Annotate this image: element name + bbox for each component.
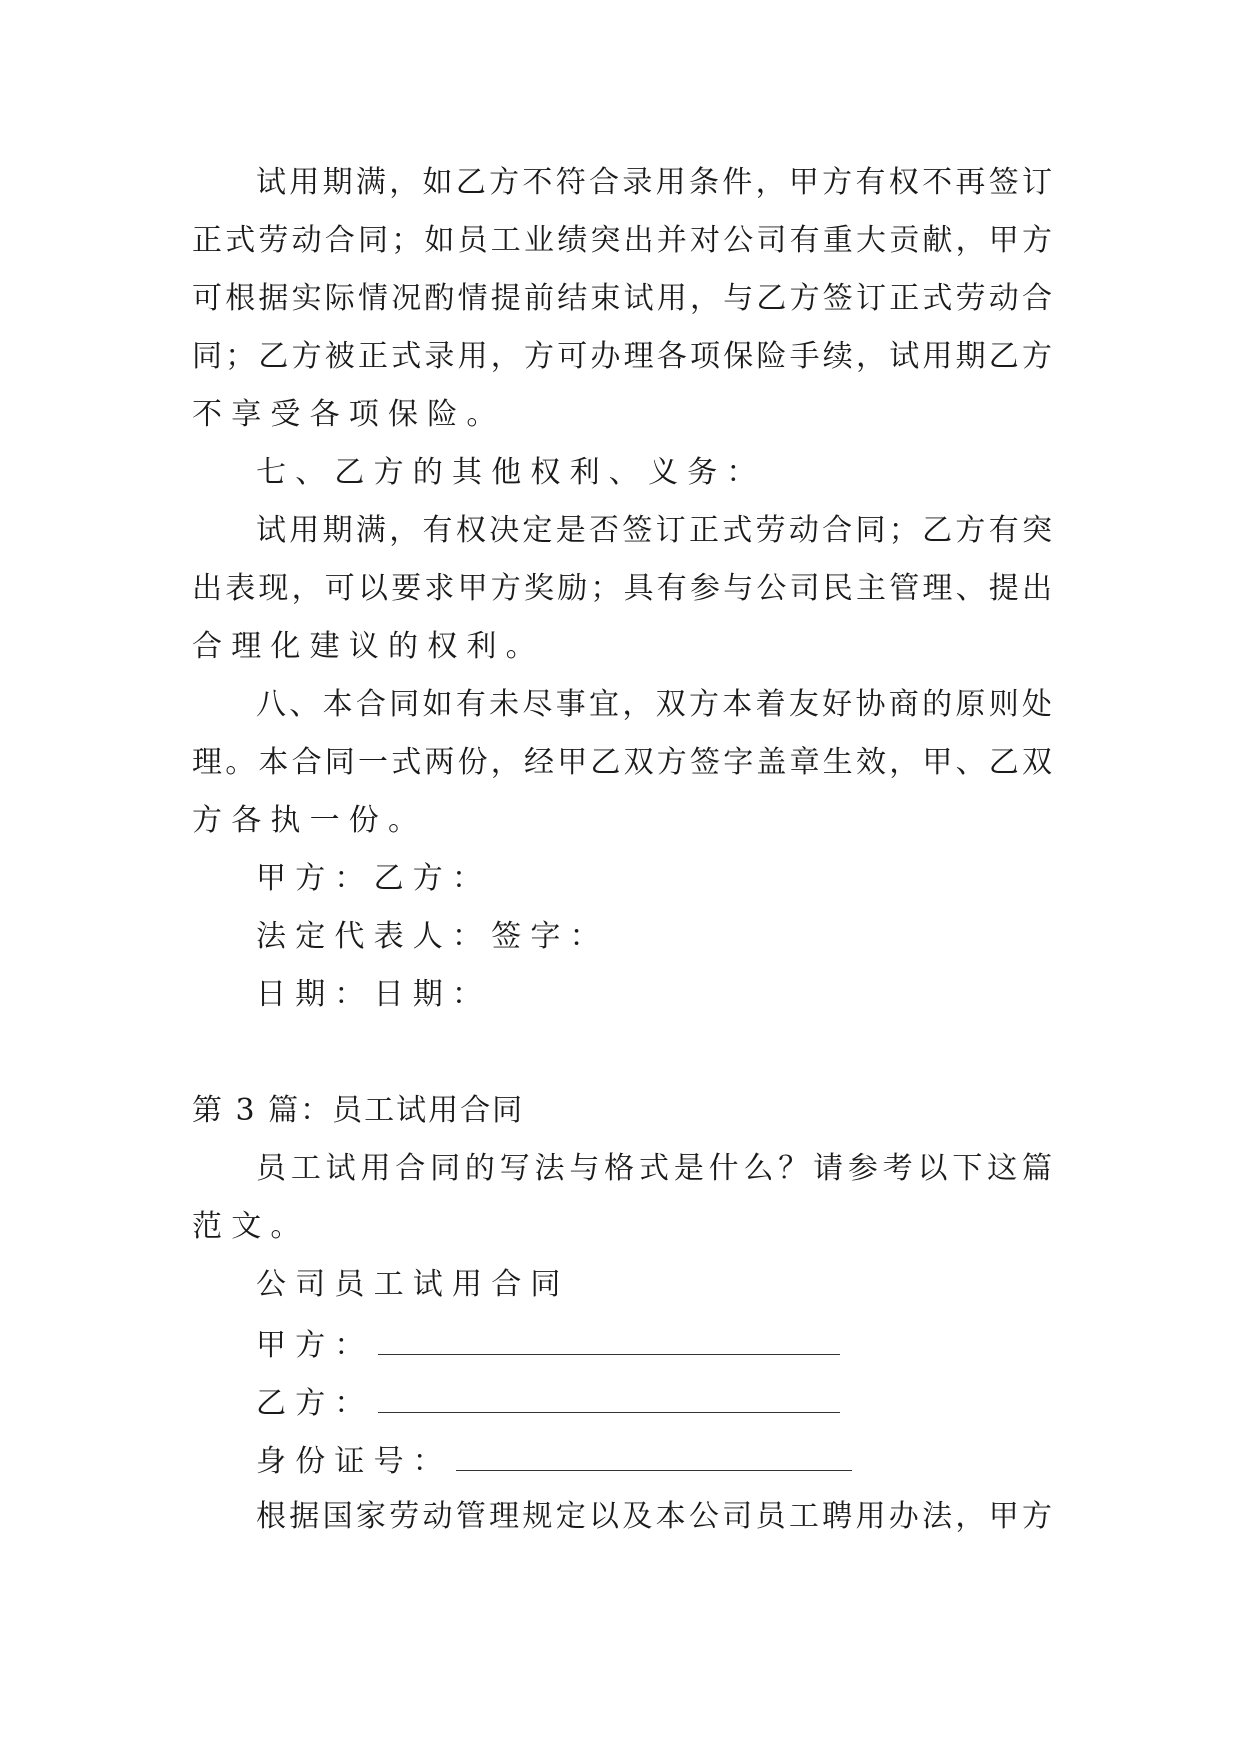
paragraph-line: 理。本合同一式两份，经甲乙双方签字盖章生效，甲、乙双 [192,745,1052,780]
section-heading: 七、乙方的其他权利、义务： [256,455,766,490]
party-a-label: 甲方： [256,1328,374,1363]
signature-party-line: 甲方：乙方： [256,861,492,896]
intro-line: 范文。 [192,1209,310,1244]
paragraph-line: 试用期满，如乙方不符合录用条件，甲方有权不再签订 [256,165,1052,200]
intro-line: 员工试用合同的写法与格式是什么？请参考以下这篇 [256,1151,1052,1186]
id-number-blank [456,1440,852,1471]
paragraph-line: 不享受各项保险。 [192,397,506,432]
signature-date-line: 日期：日期： [256,977,492,1012]
party-b-label: 乙方： [256,1386,374,1421]
party-a-blank [378,1324,840,1355]
id-number-field [256,1440,1116,1481]
id-number-label: 身份证号： [256,1444,452,1479]
paragraph-line: 出表现，可以要求甲方奖励；具有参与公司民主管理、提出 [192,571,1052,606]
paragraph-line: 正式劳动合同；如员工业绩突出并对公司有重大贡献，甲方 [192,223,1052,258]
paragraph-line: 八、本合同如有未尽事宜，双方本着友好协商的原则处 [256,687,1052,722]
party-b-field [256,1382,1116,1423]
paragraph-line: 合理化建议的权利。 [192,629,545,664]
paragraph-line: 根据国家劳动管理规定以及本公司员工聘用办法，甲方 [256,1499,1052,1534]
contract-title: 公司员工试用合同 [256,1267,570,1302]
party-b-blank [378,1382,840,1413]
paragraph-line: 方各执一份。 [192,803,428,838]
paragraph-line: 试用期满，有权决定是否签订正式劳动合同；乙方有突 [256,513,1052,548]
paragraph-line: 同；乙方被正式录用，方可办理各项保险手续，试用期乙方 [192,339,1052,374]
signature-representative-line: 法定代表人：签字： [256,919,609,954]
chapter-title: 第 3 篇：员工试用合同 [192,1093,525,1128]
party-a-field [256,1324,1116,1365]
paragraph-line: 可根据实际情况酌情提前结束试用，与乙方签订正式劳动合 [192,281,1052,316]
